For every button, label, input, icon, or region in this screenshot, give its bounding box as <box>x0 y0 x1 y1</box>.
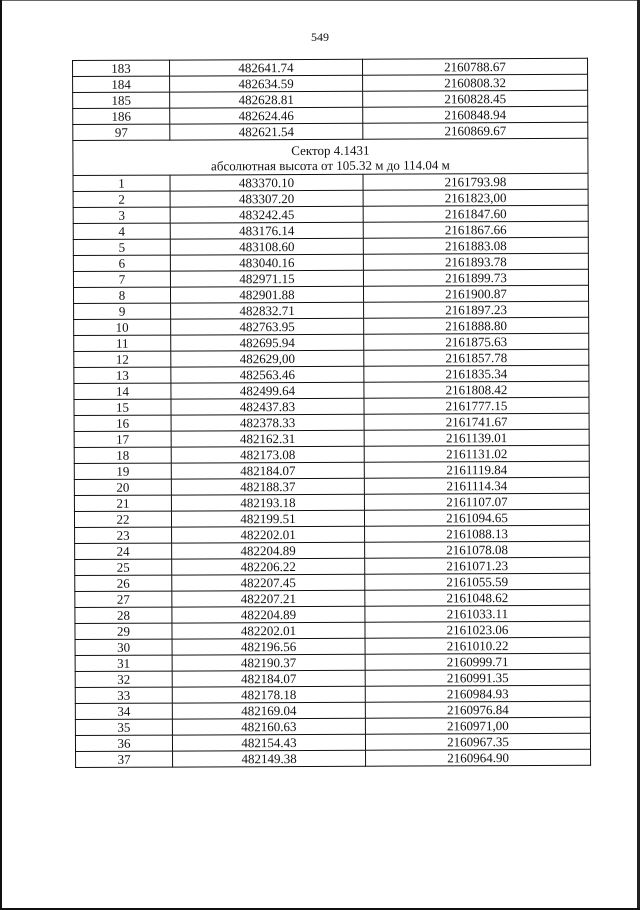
x-coordinate-cell: 482204.89 <box>172 542 365 559</box>
y-coordinate-cell: 2160984.93 <box>365 685 590 702</box>
point-number-cell: 19 <box>74 463 171 479</box>
point-number-cell: 2 <box>73 191 170 207</box>
y-coordinate-cell: 2161033.11 <box>365 605 590 622</box>
point-number-cell: 33 <box>75 687 172 703</box>
x-coordinate-cell: 482173.08 <box>171 446 364 463</box>
coordinates-table-wrapper <box>72 58 587 768</box>
table-body-after-sector <box>73 173 591 767</box>
point-number-cell: 22 <box>74 511 171 527</box>
point-number-cell: 15 <box>74 399 171 415</box>
sector-header-row <box>73 138 588 175</box>
x-coordinate-cell: 482160.63 <box>172 718 365 735</box>
y-coordinate-cell: 2160971,00 <box>365 717 590 734</box>
y-coordinate-cell: 2161777.15 <box>364 397 589 414</box>
point-number-cell: 185 <box>73 92 170 108</box>
point-number-cell: 14 <box>74 383 171 399</box>
point-number-cell: 17 <box>74 431 171 447</box>
x-coordinate-cell: 482204.89 <box>172 606 365 623</box>
y-coordinate-cell: 2161888.80 <box>364 317 589 334</box>
x-coordinate-cell: 482199.51 <box>171 510 364 527</box>
y-coordinate-cell: 2161900.87 <box>363 285 588 302</box>
point-number-cell: 29 <box>75 623 172 639</box>
x-coordinate-cell: 482621.54 <box>170 123 363 140</box>
y-coordinate-cell: 2161835.34 <box>364 365 589 382</box>
y-coordinate-cell: 2160999.71 <box>365 653 590 670</box>
x-coordinate-cell: 482832.71 <box>171 302 364 319</box>
y-coordinate-cell: 2161078.08 <box>365 541 590 558</box>
point-number-cell: 26 <box>75 575 172 591</box>
x-coordinate-cell: 482629,00 <box>171 350 364 367</box>
y-coordinate-cell: 2160991.35 <box>365 669 590 686</box>
y-coordinate-cell: 2161071.23 <box>365 557 590 574</box>
point-number-cell: 34 <box>75 703 172 719</box>
point-number-cell: 32 <box>75 671 172 687</box>
point-number-cell: 5 <box>73 239 170 255</box>
y-coordinate-cell: 2160808.32 <box>363 74 588 91</box>
y-coordinate-cell: 2161793.98 <box>363 173 588 190</box>
y-coordinate-cell: 2161883.08 <box>363 237 588 254</box>
sector-header-cell <box>73 138 588 175</box>
point-number-cell: 8 <box>73 287 170 303</box>
y-coordinate-cell: 2160828.45 <box>363 90 588 107</box>
x-coordinate-cell: 482162.31 <box>171 430 364 447</box>
x-coordinate-cell: 482196.56 <box>172 638 365 655</box>
point-number-cell: 25 <box>75 559 172 575</box>
sector-title: Сектор 4.1431 <box>291 142 370 158</box>
x-coordinate-cell: 483108.60 <box>170 238 363 255</box>
x-coordinate-cell: 482641.74 <box>170 59 363 76</box>
point-number-cell: 21 <box>74 495 171 511</box>
y-coordinate-cell: 2161897.23 <box>364 301 589 318</box>
x-coordinate-cell: 483176.14 <box>170 222 363 239</box>
x-coordinate-cell: 482901.88 <box>170 286 363 303</box>
y-coordinate-cell: 2160788.67 <box>362 58 587 75</box>
x-coordinate-cell: 483242.45 <box>170 206 363 223</box>
y-coordinate-cell: 2161023.06 <box>365 621 590 638</box>
y-coordinate-cell: 2161114.34 <box>364 477 589 494</box>
point-number-cell: 184 <box>73 76 170 92</box>
y-coordinate-cell: 2161131.02 <box>364 445 589 462</box>
x-coordinate-cell: 482188.37 <box>171 478 364 495</box>
x-coordinate-cell: 482624.46 <box>170 107 363 124</box>
x-coordinate-cell: 482763.95 <box>171 318 364 335</box>
x-coordinate-cell: 482184.07 <box>171 462 364 479</box>
point-number-cell: 186 <box>73 108 170 124</box>
scan-border-left <box>0 0 2 910</box>
sector-altitude: абсолютная высота от 105.32 м до 114.04 м <box>211 156 450 173</box>
point-number-cell: 20 <box>74 479 171 495</box>
y-coordinate-cell: 2161899.73 <box>363 269 588 286</box>
y-coordinate-cell: 2161741.67 <box>364 413 589 430</box>
y-coordinate-cell: 2161875.63 <box>364 333 589 350</box>
x-coordinate-cell: 482628.81 <box>170 91 363 108</box>
point-number-cell: 24 <box>75 543 172 559</box>
coordinates-table <box>72 58 591 768</box>
x-coordinate-cell: 482184.07 <box>172 670 365 687</box>
point-number-cell: 27 <box>75 591 172 607</box>
x-coordinate-cell: 482634.59 <box>170 75 363 92</box>
x-coordinate-cell: 482178.18 <box>172 686 365 703</box>
point-number-cell: 12 <box>74 351 171 367</box>
y-coordinate-cell: 2160967.35 <box>365 733 590 750</box>
point-number-cell: 18 <box>74 447 171 463</box>
point-number-cell: 11 <box>74 335 171 351</box>
x-coordinate-cell: 482149.38 <box>173 750 366 767</box>
x-coordinate-cell: 482378.33 <box>171 414 364 431</box>
x-coordinate-cell: 482202.01 <box>172 526 365 543</box>
y-coordinate-cell: 2161808.42 <box>364 381 589 398</box>
y-coordinate-cell: 2161119.84 <box>364 461 589 478</box>
point-number-cell: 4 <box>73 223 170 239</box>
y-coordinate-cell: 2160869.67 <box>363 122 588 139</box>
y-coordinate-cell: 2161847.60 <box>363 205 588 222</box>
point-number-cell: 183 <box>73 60 170 76</box>
x-coordinate-cell: 482202.01 <box>172 622 365 639</box>
y-coordinate-cell: 2161893.78 <box>363 253 588 270</box>
table-body-before-sector <box>73 58 588 140</box>
point-number-cell: 97 <box>73 124 170 140</box>
y-coordinate-cell: 2161094.65 <box>364 509 589 526</box>
x-coordinate-cell: 482437.83 <box>171 398 364 415</box>
point-number-cell: 7 <box>73 271 170 287</box>
point-number-cell: 35 <box>75 719 172 735</box>
y-coordinate-cell: 2161107.07 <box>364 493 589 510</box>
x-coordinate-cell: 482154.43 <box>172 734 365 751</box>
x-coordinate-cell: 482207.21 <box>172 590 365 607</box>
y-coordinate-cell: 2160976.84 <box>365 701 590 718</box>
y-coordinate-cell: 2161088.13 <box>365 525 590 542</box>
x-coordinate-cell: 482695.94 <box>171 334 364 351</box>
sector-header-body <box>73 138 588 175</box>
page-number: 549 <box>311 30 329 44</box>
y-coordinate-cell: 2161139.01 <box>364 429 589 446</box>
x-coordinate-cell: 482169.04 <box>172 702 365 719</box>
x-coordinate-cell: 482190.37 <box>172 654 365 671</box>
point-number-cell: 3 <box>73 207 170 223</box>
point-number-cell: 10 <box>74 319 171 335</box>
y-coordinate-cell: 2161055.59 <box>365 573 590 590</box>
point-number-cell: 16 <box>74 415 171 431</box>
point-number-cell: 1 <box>73 175 170 191</box>
y-coordinate-cell: 2161867.66 <box>363 221 588 238</box>
x-coordinate-cell: 482563.46 <box>171 366 364 383</box>
point-number-cell: 28 <box>75 607 172 623</box>
y-coordinate-cell: 2160848.94 <box>363 106 588 123</box>
point-number-cell: 9 <box>74 303 171 319</box>
x-coordinate-cell: 482193.18 <box>171 494 364 511</box>
point-number-cell: 37 <box>76 751 173 767</box>
point-number-cell: 36 <box>75 735 172 751</box>
x-coordinate-cell: 482971.15 <box>170 270 363 287</box>
scan-border-top <box>0 0 640 1</box>
y-coordinate-cell: 2161010.22 <box>365 637 590 654</box>
x-coordinate-cell: 483040.16 <box>170 254 363 271</box>
point-number-cell: 31 <box>75 655 172 671</box>
x-coordinate-cell: 482499.64 <box>171 382 364 399</box>
y-coordinate-cell: 2161823,00 <box>363 189 588 206</box>
point-number-cell: 6 <box>73 255 170 271</box>
point-number-cell: 30 <box>75 639 172 655</box>
y-coordinate-cell: 2161857.78 <box>364 349 589 366</box>
x-coordinate-cell: 482206.22 <box>172 558 365 575</box>
x-coordinate-cell: 483370.10 <box>170 174 363 191</box>
point-number-cell: 13 <box>74 367 171 383</box>
x-coordinate-cell: 483307.20 <box>170 190 363 207</box>
table-row <box>76 749 591 767</box>
point-number-cell: 23 <box>75 527 172 543</box>
y-coordinate-cell: 2161048.62 <box>365 589 590 606</box>
x-coordinate-cell: 482207.45 <box>172 574 365 591</box>
y-coordinate-cell: 2160964.90 <box>366 749 591 766</box>
